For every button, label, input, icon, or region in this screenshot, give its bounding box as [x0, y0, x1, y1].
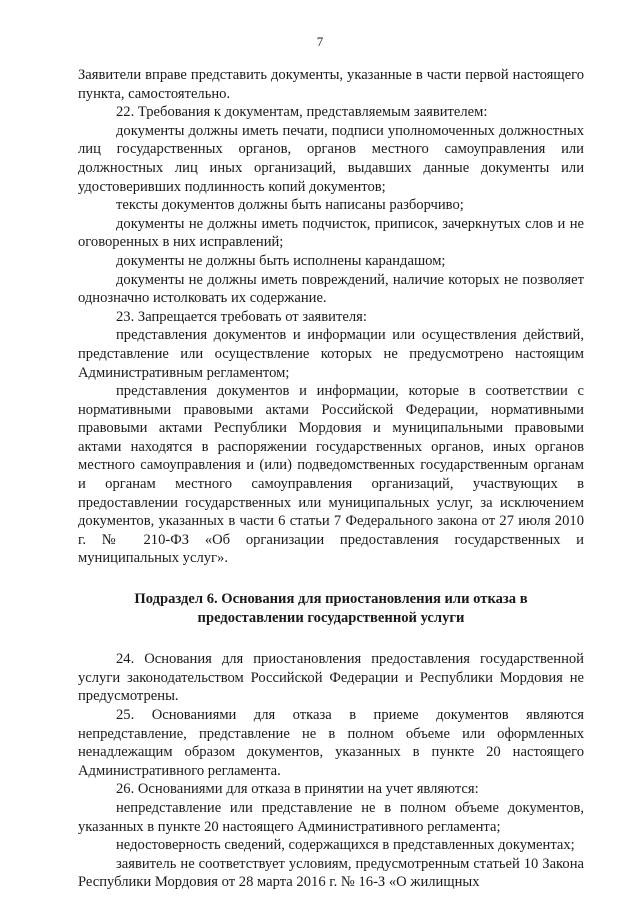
paragraph: документы не должны иметь подчисток, приписок, зачеркнутых слов и не оговоренных в них исправлений;: [78, 215, 584, 251]
paragraph: недостоверность сведений, содержащихся в представленных документах;: [116, 837, 575, 854]
paragraph: документы не должны быть исполнены карандашом;: [116, 252, 446, 269]
paragraph: представления документов и информации, которые в соответствии с нормативными правовыми актами Российской Федерации, нормативными правовыми актами Республики Мордовия и муниципальными правовыми актами находятся в распоряжении государственных органов, иных органов местного самоуправления и (или) подведомственных государственным органам и органам местного самоуправления организаций, участвующих в предоставлении государственных или муниципальных услуг, за исключением документов, указанных в части 6 статьи 7 Федерального закона от 27 июля 2010 г. № 210-ФЗ «Об организации предоставления государственных и муниципальных услуг».: [78, 383, 584, 567]
paragraph: 24. Основания для приостановления предоставления государственной услуги законодательством Российской Федерации и Республики Мордовия не предусмотрены.: [78, 651, 584, 705]
section-heading-line: предоставлении государственной услуги: [197, 609, 465, 626]
paragraph: Заявители вправе представить документы, указанные в части первой настоящего пункта, самостоятельно.: [78, 67, 584, 102]
document-body: [78, 66, 584, 892]
paragraph: 23. Запрещается требовать от заявителя:: [116, 308, 367, 325]
paragraph: 22. Требования к документам, представляемым заявителем:: [116, 104, 488, 121]
section-heading: [78, 590, 584, 627]
paragraph: 26. Основаниями для отказа в принятии на учет являются:: [116, 781, 479, 798]
paragraph: тексты документов должны быть написаны разборчиво;: [116, 197, 464, 214]
page-number: 7: [316, 34, 324, 49]
section-heading-line: Подраздел 6. Основания для приостановления или отказа в: [134, 591, 528, 608]
paragraph: представления документов и информации или осуществления действий, представление или осуществление которых не предусмотрено настоящим Административным регламентом;: [78, 327, 584, 381]
paragraph: документы должны иметь печати, подписи уполномоченных должностных лиц государственных органов, органов местного самоуправления или должностных лиц иных организаций, выдавших данные документы или удостоверивших подлинность копий документов;: [78, 122, 584, 195]
paragraph: 25. Основаниями для отказа в приеме документов являются непредставление, представление не в полном объеме или оформленных ненадлежащим образом документов, указанных в пункте 20 настоящего Административного регламента.: [78, 707, 584, 779]
paragraph: заявитель не соответствует условиям, предусмотренным статьей 10 Закона Республики Мордовия от 28 марта 2016 г. № 16-З «О жилищных: [78, 855, 584, 891]
paragraph: документы не должны иметь повреждений, наличие которых не позволяет однозначно истолковать их содержание.: [78, 271, 584, 307]
paragraph: непредставление или представление не в полном объеме документов, указанных в пункте 20 настоящего Административного регламента;: [78, 799, 584, 835]
